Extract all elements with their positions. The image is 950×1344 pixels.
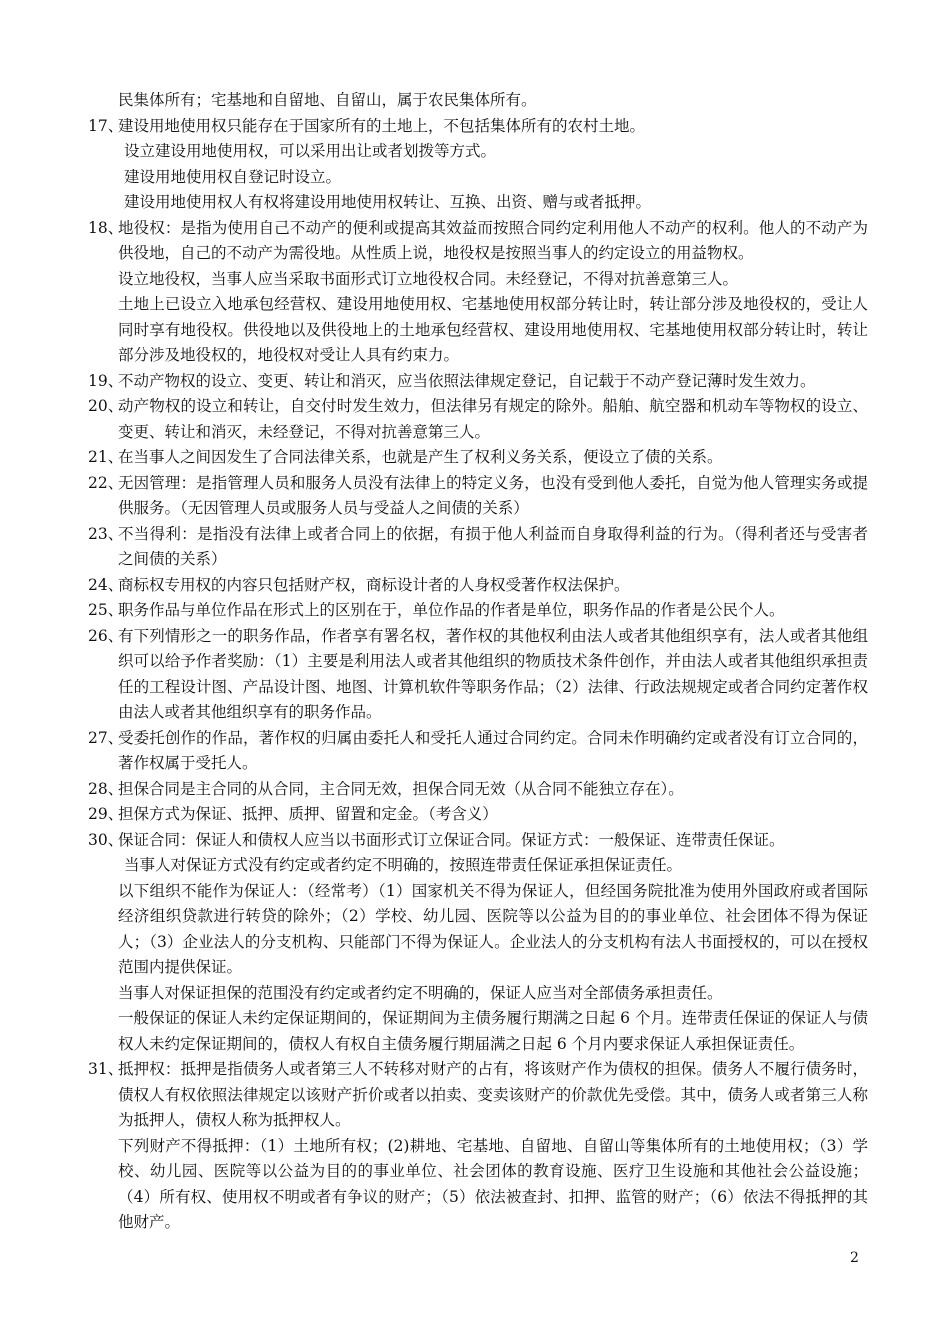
item-number: 25、 [88, 601, 124, 619]
item-number: 31、 [88, 1060, 124, 1078]
item-number: 30、 [88, 830, 124, 849]
item-text: 不当得利：是指没有法律上或者合同上的依据，有损于他人利益而自身取得利益的行为。（得利者还与受害者之间债的关系） [118, 524, 868, 568]
item-18 [88, 216, 868, 267]
item-number: 22、 [88, 473, 124, 492]
item-25 [88, 598, 868, 624]
item-number: 17、 [88, 116, 124, 135]
item-text: 担保合同是主合同的从合同，主合同无效，担保合同无效（从合同不能独立存在）。 [118, 779, 684, 798]
item-21 [88, 445, 868, 471]
item-text: 受委托创作的作品，著作权的归属由委托人和受托人通过合同约定。合同未作明确约定或者没有订立合同的，著作权属于受托人。 [118, 728, 868, 772]
item-number: 18、 [88, 218, 124, 237]
item-27 [88, 726, 868, 777]
item-17-sub: 建设用地使用权自登记时设立。 [124, 167, 342, 186]
item-number: 28、 [88, 779, 124, 798]
document-body [88, 88, 868, 1236]
item-number: 21、 [88, 448, 124, 466]
item-30-sub: 当事人对保证方式没有约定或者约定不明确的，按照连带责任保证承担保证责任。 [124, 856, 683, 874]
item-text: 无因管理：是指管理人员和服务人员没有法律上的特定义务，也没有受到他人委托，自觉为他人管理实务或提供服务。（无因管理人员或服务人员与受益人之间债的关系） [118, 473, 868, 517]
item-text: 职务作品与单位作品在形式上的区别在于，单位作品的作者是单位，职务作品的作者是公民个人。 [118, 601, 785, 619]
item-text: 动产物权的设立和转让，自交付时发生效力，但法律另有规定的除外。船舶、航空器和机动车等物权的设立、变更、转让和消灭，未经登记，不得对抗善意第三人。 [118, 397, 868, 441]
item-23 [88, 522, 868, 573]
item-22 [88, 471, 868, 522]
item-number: 19、 [88, 371, 124, 390]
item-28 [88, 777, 868, 803]
item-text: 担保方式为保证、抵押、质押、留置和定金。（考含义） [118, 805, 498, 823]
item-18-sub: 土地上已设立入地承包经营权、建设用地使用权、宅基地使用权部分转让时，转让部分涉及地役权的，受让人同时享有地役权。供役地以及供役地上的土地承包经营权、建设用地使用权、宅基地使用权部分转让时，转让部分涉及地役权的，地役权对受让人具有约束力。 [118, 295, 868, 364]
item-31 [88, 1057, 868, 1134]
item-text: 保证合同：保证人和债权人应当以书面形式订立保证合同。保证方式：一般保证、连带责任保证。 [118, 830, 785, 849]
item-19 [88, 369, 868, 395]
item-text: 在当事人之间因发生了合同法律关系，也就是产生了权利义务关系，便设立了债的关系。 [118, 448, 723, 466]
item-text: 地役权：是指为使用自己不动产的便利或提高其效益而按照合同约定利用他人不动产的权利。他人的不动产为供役地，自己的不动产为需役地。从性质上说，地役权是按照当事人的约定设立的用益物权。 [118, 218, 868, 262]
item-30-sub: 一般保证的保证人未约定保证期间的，保证期间为主债务履行期满之日起 6 个月。连带责任保证的保证人与债权人未约定保证期间的，债权人有权自主债务履行期届满之日起 6 个月内要求保证人承担保证责任。 [118, 1009, 868, 1053]
item-30-sub: 以下组织不能作为保证人：（经常考）（1）国家机关不得为保证人，但经国务院批准为使用外国政府或者国际经济组织贷款进行转贷的除外；（2）学校、幼儿园、医院等以公益为目的的事业单位、社会团体不得为保证人；（3）企业法人的分支机构、只能部门不得为保证人。企业法人的分支机构有法人书面授权的，可以在授权范围内提供保证。 [118, 881, 868, 976]
page-number: 2 [850, 1250, 859, 1266]
item-number: 29、 [88, 805, 124, 823]
item-30 [88, 828, 868, 854]
item-20 [88, 394, 868, 445]
continued-text: 民集体所有；宅基地和自留地、自留山，属于农民集体所有。 [118, 91, 537, 109]
item-31-sub: 下列财产不得抵押：（1）土地所有权；(2)耕地、宅基地、自留地、自留山等集体所有的土地使用权；（3）学校、幼儿园、医院等以公益为目的的事业单位、社会团体的教育设施、医疗卫生设施和其他社会公益设施；（4）所有权、使用权不明或者有争议的财产；（5）依法被查封、扣押、监管的财产；（6）依法不得抵押的其他财产。 [118, 1136, 868, 1231]
item-17 [88, 114, 868, 140]
item-text: 有下列情形之一的职务作品，作者享有署名权，著作权的其他权利由法人或者其他组织享有，法人或者其他组织可以给予作者奖励：（1）主要是利用法人或者其他组织的物质技术条件创作，并由法人或者其他组织承担责任的工程设计图、产品设计图、地图、计算机软件等职务作品；（2）法律、行政法规规定或者合同约定著作权由法人或者其他组织享有的职务作品。 [118, 626, 868, 721]
item-29 [88, 802, 868, 828]
item-number: 23、 [88, 524, 124, 543]
item-17-sub: 设立建设用地使用权，可以采用出让或者划拨等方式。 [124, 142, 497, 160]
item-number: 26、 [88, 626, 124, 645]
item-26 [88, 624, 868, 726]
item-number: 24、 [88, 575, 124, 594]
item-24 [88, 573, 868, 599]
item-17-sub: 建设用地使用权人有权将建设用地使用权转让、互换、出资、赠与或者抵押。 [124, 193, 652, 211]
item-text: 商标权专用权的内容只包括财产权，商标设计者的人身权受著作权法保护。 [118, 575, 630, 594]
item-number: 27、 [88, 728, 124, 747]
item-text: 不动产物权的设立、变更、转让和消灭，应当依照法律规定登记，自记载于不动产登记薄时发生效力。 [118, 371, 816, 390]
item-text: 抵押权：抵押是指债务人或者第三人不转移对财产的占有，将该财产作为债权的担保。债务人不履行债务时，债权人有权依照法律规定以该财产折价或者以拍卖、变卖该财产的价款优先受偿。其中，债务人或者第三人称为抵押人，债权人称为抵押权人。 [118, 1060, 868, 1129]
item-30-sub: 当事人对保证担保的范围没有约定或者约定不明确的，保证人应当对全部债务承担责任。 [118, 983, 723, 1002]
item-18-sub: 设立地役权，当事人应当采取书面形式订立地役权合同。未经登记，不得对抗善意第三人。 [118, 269, 739, 288]
item-number: 20、 [88, 397, 124, 415]
item-text: 建设用地使用权只能存在于国家所有的土地上，不包括集体所有的农村土地。 [118, 116, 646, 135]
